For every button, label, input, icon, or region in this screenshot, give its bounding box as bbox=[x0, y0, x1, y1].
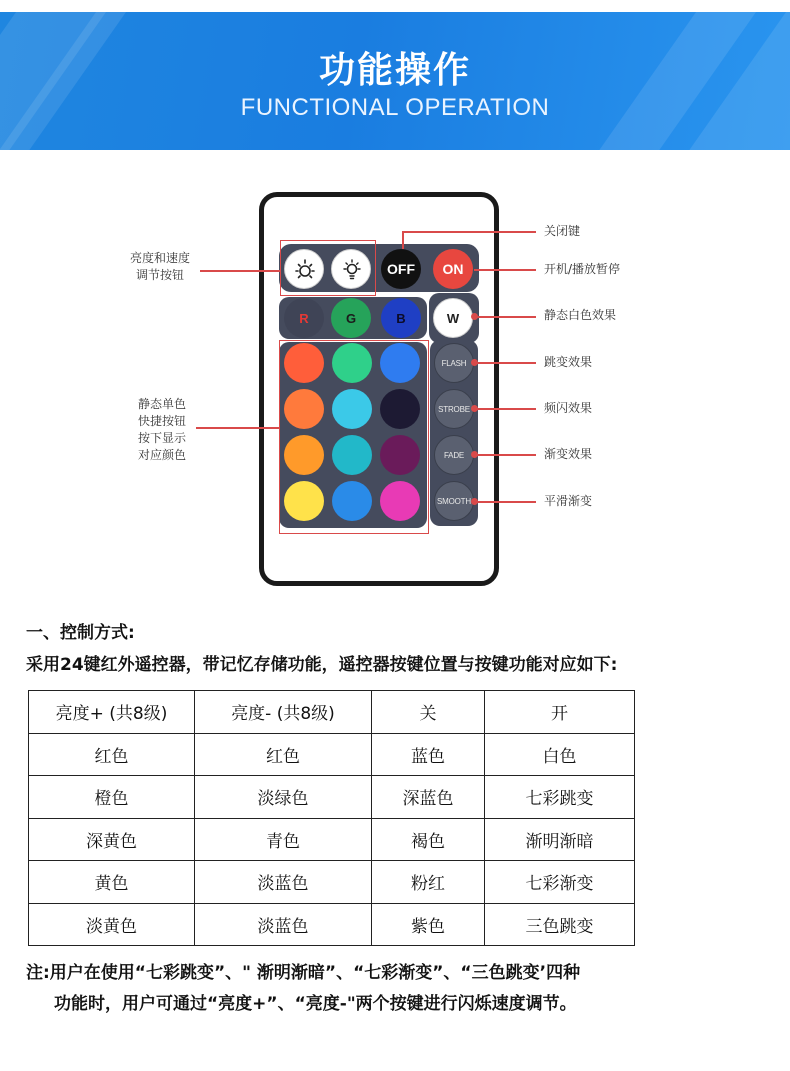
table-cell: 橙色 bbox=[29, 776, 195, 819]
table-header-cell: 亮度- (共8级) bbox=[195, 691, 372, 734]
color-button[interactable] bbox=[380, 435, 420, 475]
header-banner bbox=[0, 12, 790, 150]
leader-line bbox=[474, 269, 536, 271]
leader-line bbox=[200, 270, 280, 272]
table-cell: 三色跳变 bbox=[485, 903, 635, 946]
table-row bbox=[29, 733, 635, 776]
color-button[interactable] bbox=[380, 481, 420, 521]
table-cell: 深黄色 bbox=[29, 818, 195, 861]
leader-dot bbox=[471, 359, 478, 366]
callout-fade: 渐变效果 bbox=[544, 447, 593, 461]
brightness-down-button[interactable] bbox=[331, 249, 371, 289]
white-button[interactable]: W bbox=[433, 298, 473, 338]
callout-brightness bbox=[108, 250, 212, 284]
note-line: 功能时，用户可通过“亮度+”、“亮度-"两个按键进行闪烁速度调节。 bbox=[54, 994, 577, 1014]
callout-off: 关闭键 bbox=[544, 224, 581, 238]
callout-flash: 跳变效果 bbox=[544, 355, 593, 369]
leader-line bbox=[474, 501, 536, 503]
section-intro: 采用24键红外遥控器，带记忆存储功能，遥控器按键位置与按键功能对应如下: bbox=[26, 655, 618, 675]
leader-line bbox=[474, 316, 536, 318]
table-header-cell: 开 bbox=[485, 691, 635, 734]
table-header-cell: 关 bbox=[372, 691, 485, 734]
table-header-cell: 亮度+ (共8级) bbox=[29, 691, 195, 734]
table-cell: 淡蓝色 bbox=[195, 861, 372, 904]
table-cell: 七彩跳变 bbox=[485, 776, 635, 819]
smooth-button[interactable]: SMOOTH bbox=[434, 481, 474, 521]
callout-line: 快捷按钮 bbox=[137, 414, 186, 428]
key-function-table bbox=[28, 690, 635, 946]
table-cell: 深蓝色 bbox=[372, 776, 485, 819]
section-heading: 一、控制方式: bbox=[26, 623, 135, 643]
table-cell: 七彩渐变 bbox=[485, 861, 635, 904]
color-button[interactable] bbox=[332, 435, 372, 475]
leader-dot bbox=[471, 405, 478, 412]
table-cell: 白色 bbox=[485, 733, 635, 776]
callout-static-color bbox=[118, 396, 206, 464]
callout-line: 静态单色 bbox=[137, 397, 186, 411]
leader-line bbox=[474, 408, 536, 410]
color-button[interactable] bbox=[284, 389, 324, 429]
table-header-row bbox=[29, 691, 635, 734]
leader-line bbox=[474, 454, 536, 456]
flash-button[interactable]: FLASH bbox=[434, 343, 474, 383]
table-row bbox=[29, 776, 635, 819]
fade-button[interactable]: FADE bbox=[434, 435, 474, 475]
color-button[interactable] bbox=[284, 343, 324, 383]
color-button[interactable] bbox=[380, 343, 420, 383]
leader-line bbox=[402, 231, 404, 249]
leader-line bbox=[474, 362, 536, 364]
callout-smooth: 平滑渐变 bbox=[544, 494, 593, 508]
note-line: 注:用户在使用“七彩跳变”、" 渐明渐暗”、“七彩渐变”、“三色跳变’四种 bbox=[26, 963, 581, 983]
table-cell: 渐明渐暗 bbox=[485, 818, 635, 861]
color-button[interactable] bbox=[332, 481, 372, 521]
leader-dot bbox=[471, 498, 478, 505]
table-cell: 淡蓝色 bbox=[195, 903, 372, 946]
table-row bbox=[29, 903, 635, 946]
brightness-down-icon bbox=[340, 258, 364, 282]
leader-dot bbox=[471, 313, 478, 320]
callout-on: 开机/播放暂停 bbox=[544, 262, 621, 276]
red-button[interactable]: R bbox=[284, 298, 324, 338]
callout-white: 静态白色效果 bbox=[544, 308, 617, 322]
callout-line: 对应颜色 bbox=[137, 448, 186, 462]
color-button[interactable] bbox=[380, 389, 420, 429]
callout-line: 亮度和速度 bbox=[129, 251, 190, 265]
leader-dot bbox=[471, 451, 478, 458]
table-cell: 青色 bbox=[195, 818, 372, 861]
callout-line: 按下显示 bbox=[137, 431, 186, 445]
on-button[interactable]: ON bbox=[433, 249, 473, 289]
table-cell: 褐色 bbox=[372, 818, 485, 861]
brightness-up-button[interactable] bbox=[284, 249, 324, 289]
usage-note bbox=[26, 958, 580, 1020]
color-button[interactable] bbox=[284, 481, 324, 521]
table-cell: 蓝色 bbox=[372, 733, 485, 776]
table-cell: 粉红 bbox=[372, 861, 485, 904]
color-button[interactable] bbox=[332, 343, 372, 383]
table-cell: 淡黄色 bbox=[29, 903, 195, 946]
callout-strobe: 频闪效果 bbox=[544, 401, 593, 415]
table-cell: 红色 bbox=[29, 733, 195, 776]
leader-line bbox=[402, 231, 536, 233]
callout-line: 调节按钮 bbox=[135, 268, 184, 282]
blue-button[interactable]: B bbox=[381, 298, 421, 338]
remote-figure bbox=[0, 150, 790, 595]
table-row bbox=[29, 818, 635, 861]
off-button[interactable]: OFF bbox=[381, 249, 421, 289]
color-button[interactable] bbox=[284, 435, 324, 475]
table-cell: 红色 bbox=[195, 733, 372, 776]
green-button[interactable]: G bbox=[331, 298, 371, 338]
table-cell: 紫色 bbox=[372, 903, 485, 946]
table-cell: 黄色 bbox=[29, 861, 195, 904]
table-row bbox=[29, 861, 635, 904]
table-cell: 淡绿色 bbox=[195, 776, 372, 819]
page-subtitle: FUNCTIONAL OPERATION bbox=[240, 94, 550, 121]
page-title: 功能操作 bbox=[318, 50, 471, 91]
leader-line bbox=[196, 427, 280, 429]
strobe-button[interactable]: STROBE bbox=[434, 389, 474, 429]
color-button[interactable] bbox=[332, 389, 372, 429]
brightness-up-icon bbox=[293, 258, 317, 282]
